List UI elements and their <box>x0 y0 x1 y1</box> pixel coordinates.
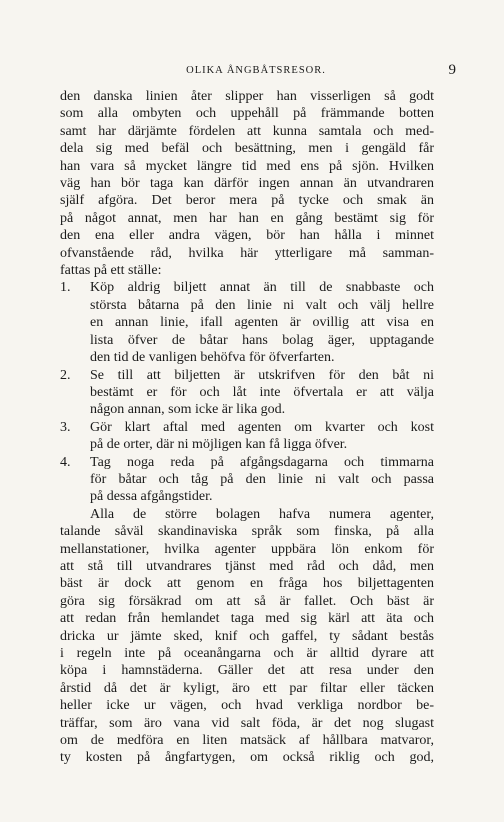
list-item-line <box>60 332 434 349</box>
line-text: största båtarna på den linie ni valt och välj hellre <box>90 297 434 313</box>
list-item-line <box>60 436 434 453</box>
text-line <box>60 245 434 262</box>
text-line <box>60 680 434 697</box>
text-line <box>60 697 434 714</box>
line-text: för båtar och tåg på den linie ni valt och passa <box>90 471 434 487</box>
line-text: ty kosten på ångfartygen, om också riklig och god, <box>60 750 434 766</box>
line-text: lista öfver de båtar hans bolag äger, upptagande <box>90 332 434 348</box>
line-text: Köp aldrig biljett annat än till de snabbaste och <box>90 280 434 296</box>
line-text: själf afgöra. Det beror mera på tycke och smak än <box>60 193 434 209</box>
text-line <box>60 210 434 227</box>
line-text: dricka ur jämte sked, knif och gaffel, ty sådant bestås <box>60 628 434 644</box>
list-item-line <box>60 367 434 384</box>
line-text: dela sig med befäl och besättning, men i gengäld får <box>60 141 434 157</box>
list-number: 3. <box>60 419 71 435</box>
line-text: fattas på ett ställe: <box>60 263 162 279</box>
text-line <box>60 227 434 244</box>
line-text: talande såväl skandinaviska språk som finska, på alla <box>60 524 434 540</box>
text-line <box>60 192 434 209</box>
list-item-line <box>60 384 434 401</box>
line-text: att stå till utvandrares tjänst med råd och dåd, men <box>60 558 434 574</box>
text-line <box>60 749 434 766</box>
text-line <box>60 158 434 175</box>
text-line <box>60 140 434 157</box>
line-text: ofvanstående råd, hvilka här ytterligare må samman- <box>60 245 434 261</box>
running-head: OLIKA ÅNGBÅTSRESOR. <box>186 65 326 76</box>
line-text: på de orter, där ni möjligen kan få ligga öfver. <box>90 437 348 453</box>
line-text: mellanstationer, hvilka agenter uppbära lön enkom för <box>60 541 434 557</box>
line-text: samt har därjämte fördelen att kunna samtala och med- <box>60 123 434 139</box>
text-line <box>60 175 434 192</box>
text-line <box>60 123 434 140</box>
text-line <box>60 662 434 679</box>
line-text: en annan linie, ifall agenten är ovillig att visa en <box>90 315 434 331</box>
line-text: Gör klart aftal med agenten om kvarter och kost <box>90 419 434 435</box>
body-text <box>60 88 434 767</box>
line-text: göra sig försäkrad om att så är fallet. Och bäst är <box>60 593 434 609</box>
list-item-line <box>60 349 434 366</box>
line-text: Alla de större bolagen hafva numera agenter, <box>90 506 434 522</box>
line-text: heller icke ur vägen, och hvad verkliga nordbor be- <box>60 698 434 714</box>
list-item-line <box>60 488 434 505</box>
line-text: på något annat, men har han en gång bestämt sig för <box>60 210 434 226</box>
text-line <box>60 262 434 279</box>
text-line <box>60 541 434 558</box>
list-item-line <box>60 297 434 314</box>
text-line <box>60 105 434 122</box>
line-text: i regeln inte på oceanångarna och är alltid dyrare att <box>60 646 434 661</box>
line-text: den tid de vanligen behöfva för öfverfarten. <box>90 350 335 366</box>
list-item-line <box>60 279 434 296</box>
line-text: träffar, som äro vana vid salt föda, är det nog slugast <box>60 715 434 731</box>
line-text: Tag noga reda på afgångsdagarna och timmarna <box>90 454 434 470</box>
list-number: 4. <box>60 454 71 470</box>
line-text: någon annan, som icke är lika god. <box>90 402 286 418</box>
text-line <box>60 610 434 627</box>
list-item-line <box>60 471 434 488</box>
page-header <box>56 62 456 82</box>
line-text: Se till att biljetten är utskrifven för den båt ni <box>90 367 434 383</box>
line-text: om de medföra en liten matsäck af hållbara matvaror, <box>60 733 434 749</box>
paragraph-first-line <box>60 506 434 523</box>
text-line <box>60 575 434 592</box>
line-text: bäst är dock att genom en fråga hos biljettagenten <box>60 576 434 592</box>
list-item-line <box>60 401 434 418</box>
text-line <box>60 645 434 662</box>
text-line <box>60 88 434 105</box>
line-text: han vara så mycket längre tid med ens på sjön. Hvilken <box>60 158 434 174</box>
line-text: den danska linien åter slipper han visserligen så godt <box>60 89 434 104</box>
text-line <box>60 732 434 749</box>
text-line <box>60 558 434 575</box>
page-number: 9 <box>448 62 456 78</box>
line-text: på dessa afgångstider. <box>90 489 213 505</box>
line-text: bestämt er för och låt inte öfvertala er att välja <box>90 384 434 400</box>
list-item-line <box>60 314 434 331</box>
list-number: 2. <box>60 367 71 383</box>
list-number: 1. <box>60 280 71 296</box>
line-text: som alla ombyten och uppehåll på främmande botten <box>60 106 434 122</box>
line-text: väg han bör taga kan därför ingen annan än utvandraren <box>60 176 434 192</box>
line-text: att redan från hemlandet taga med sig kärl att äta och <box>60 611 434 627</box>
text-line <box>60 628 434 645</box>
text-line <box>60 715 434 732</box>
list-item-line <box>60 454 434 471</box>
text-line <box>60 593 434 610</box>
line-text: den ena eller andra vägen, bör han hålla i minnet <box>60 228 434 244</box>
line-text: årstid då det är kyligt, äro ett par filtar eller täcken <box>60 680 434 696</box>
list-item-line <box>60 419 434 436</box>
line-text: köpa i hamnstäderna. Gäller det att resa under den <box>60 663 434 679</box>
text-line <box>60 523 434 540</box>
